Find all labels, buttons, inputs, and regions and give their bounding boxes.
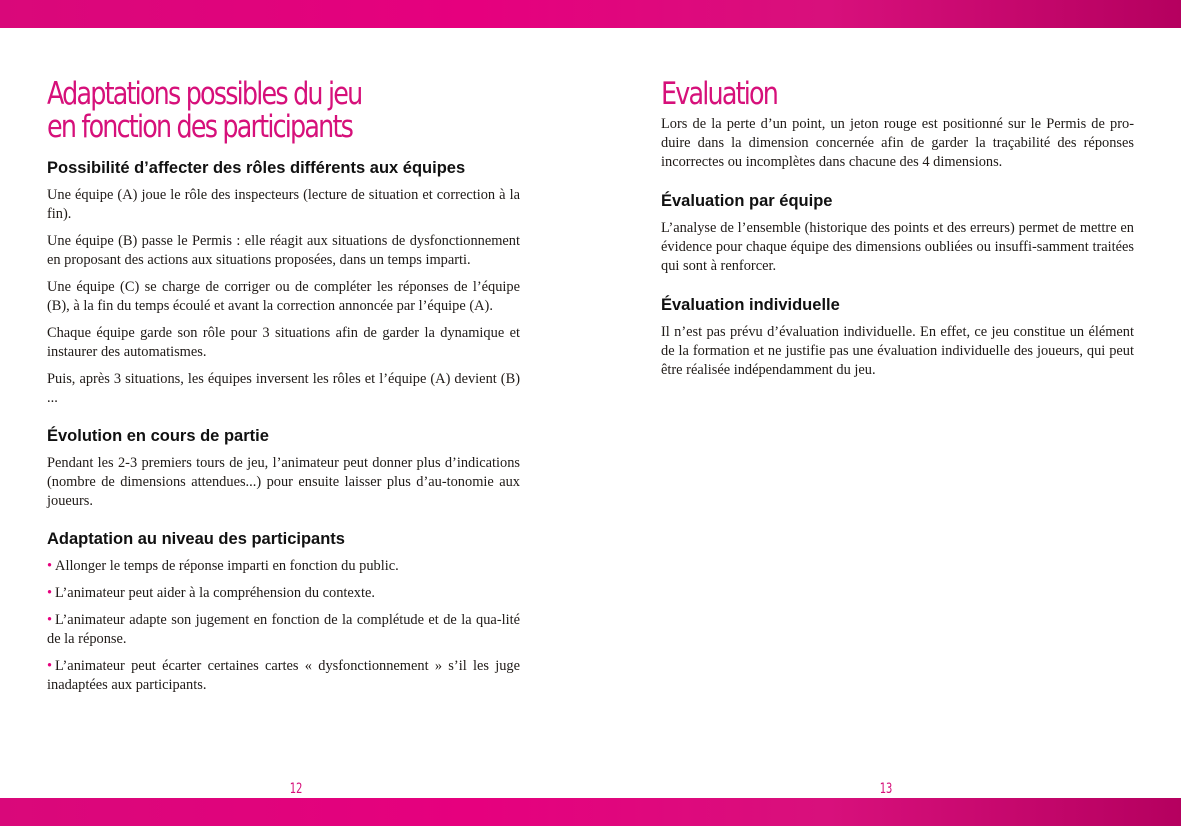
bullet-icon: • — [47, 658, 53, 674]
right-page-title — [661, 78, 1049, 111]
team-evaluation-heading: Évaluation par équipe — [661, 192, 833, 210]
individual-evaluation-paragraph: Il n’est pas prévu d’évaluation individuelle. En effet, ce jeu constitue un élément de la formation et ne justifie pas une évaluation individuelle des joueurs, qui peut être réalisée indépendamment du jeu. — [661, 324, 1134, 378]
roles-paragraph-5: Puis, après 3 situations, les équipes inversent les rôles et l’équipe (A) devient (B) ... — [47, 371, 520, 406]
list-item — [47, 557, 520, 576]
evolution-paragraph: Pendant les 2-3 premiers tours de jeu, l’animateur peut donner plus d’indications (nombre de dimensions attendues...) pour ensuite laisser plus d’au-tonomie aux joueurs. — [47, 455, 520, 509]
individual-evaluation-heading: Évaluation individuelle — [661, 296, 840, 314]
bullet-icon: • — [47, 585, 53, 601]
top-magenta-band — [0, 0, 1181, 28]
right-page-content — [661, 78, 1134, 380]
adaptation-list — [47, 557, 520, 695]
roles-paragraph-4: Chaque équipe garde son rôle pour 3 situations afin de garder la dynamique et instaurer des automatismes. — [47, 325, 520, 360]
adaptation-heading: Adaptation au niveau des participants — [47, 530, 345, 548]
list-item-text: Allonger le temps de réponse imparti en fonction du public. — [55, 558, 399, 574]
left-page-title — [47, 78, 435, 144]
left-title-line-1: Adaptations possibles du jeu — [47, 76, 362, 112]
roles-paragraph-3: Une équipe (C) se charge de corriger ou de compléter les réponses de l’équipe (B), à la fin du temps écoulé et avant la correction annoncée par l’équipe (A). — [47, 279, 520, 314]
bullet-icon: • — [47, 612, 53, 628]
list-item-text: L’animateur peut aider à la compréhension du contexte. — [55, 585, 375, 601]
list-item-text: L’animateur peut écarter certaines cartes « dysfonctionnement » s’il les juge inadaptées aux participants. — [47, 658, 520, 693]
left-page-content — [47, 78, 520, 695]
right-title: Evaluation — [661, 76, 778, 112]
list-item — [47, 657, 520, 695]
list-item-text: L’animateur adapte son jugement en fonction de la complétude et de la qua-lité de la réponse. — [47, 612, 520, 647]
bottom-magenta-band — [0, 798, 1181, 826]
team-evaluation-paragraph: L’analyse de l’ensemble (historique des points et des erreurs) permet de mettre en évidence pour chaque équipe des dimensions oubliées ou insuffi-samment traitées qui sont à renforcer. — [661, 220, 1134, 274]
roles-paragraph-1: Une équipe (A) joue le rôle des inspecteurs (lecture de situation et correction à la fin). — [47, 187, 520, 222]
page-number-right: 13 — [879, 781, 893, 797]
page-number-left: 12 — [289, 781, 303, 797]
list-item — [47, 611, 520, 649]
evolution-heading: Évolution en cours de partie — [47, 427, 269, 445]
roles-heading: Possibilité d’affecter des rôles différents aux équipes — [47, 159, 466, 177]
bullet-icon: • — [47, 558, 53, 574]
evaluation-intro: Lors de la perte d’un point, un jeton rouge est positionné sur le Permis de pro-duire dans la dimension concernée afin de garder la traçabilité des réponses incorrectes ou incomplètes dans chacune des 4 dimensions. — [661, 116, 1134, 170]
roles-paragraph-2: Une équipe (B) passe le Permis : elle réagit aux situations de dysfonctionnement en proposant des actions aux situations proposées, dans un temps imparti. — [47, 233, 520, 268]
left-title-line-2: en fonction des participants — [47, 109, 353, 145]
list-item — [47, 584, 520, 603]
